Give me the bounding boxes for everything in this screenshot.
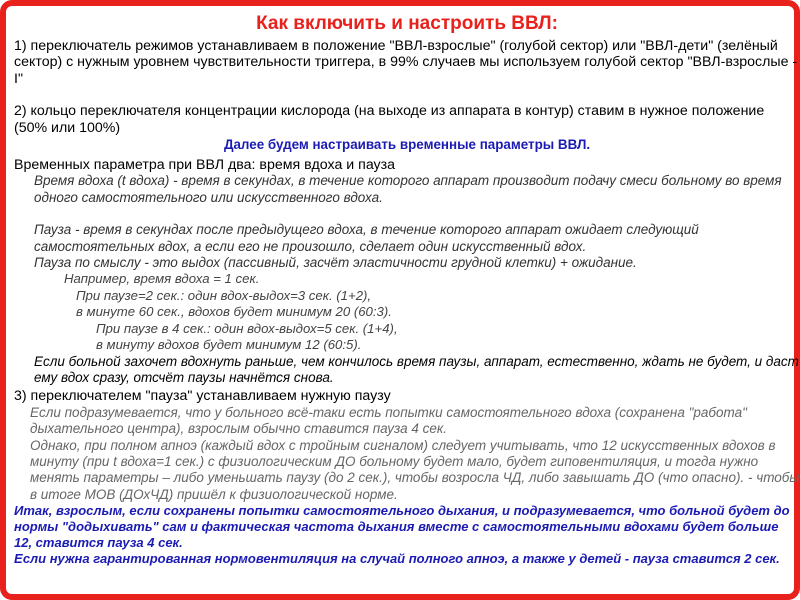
gray-note-spontaneous: Если подразумевается, что у больного всё-таки есть попытки самостоятельного вдоха (сохранена "работа" дыхательного центра), взрослым обычно ставится пауза 4 сек. — [30, 404, 747, 437]
example-line-3: в минуте 60 сек., вдохов будет минимум 20 (60:3). — [76, 304, 392, 320]
slide-title: Как включить и настроить ВВЛ: — [256, 13, 558, 34]
example-line-5: в минуту вдохов будет минимум 12 (60:5). — [96, 337, 362, 353]
step-1-mode-switch: 1) переключатель режимов устанавливаем в положение "ВВЛ-взрослые" (голубой сектор) или "ВВЛ-дети" (зелёный сектор) с нужным уровнем чувствительности триггера, в 99% случаев мы используем голубой сектор "ВВЛ-взрослые - I" — [14, 38, 798, 87]
patient-early-breath-note: Если больной захочет вдохнуть раньше, чем кончилось время паузы, аппарат, естественно, ждать не будет, и даст ему вдох сразу, отсчёт паузы начнётся снова. — [34, 353, 799, 385]
summary-adults: Итак, взрослым, если сохранены попытки самостоятельного дыхания, и подразумевается, что больной будет до нормы "додыхивать" сам и фактическая частота дыхания вместе с самостоятельными вдохами будет больше 12, ставится пауза 4 сек. — [14, 503, 790, 551]
time-params-heading: Временных параметра при ВВЛ два: время вдоха и пауза — [14, 157, 396, 174]
blue-note-time-params: Далее будем настраивать временные параметры ВВЛ. — [223, 137, 591, 153]
example-line-2: При паузе=2 сек.: один вдох-выдох=3 сек. (1+2), — [76, 287, 372, 303]
inhale-time-definition: Время вдоха (t вдоха) - время в секундах, в течение которого аппарат производит подачу смеси больному во время одного самостоятельного или искусственного вдоха. — [34, 173, 782, 205]
pause-definition: Пауза - время в секундах после предыдущего вдоха, в течение которого аппарат ожидает следующий самостоятельных вдох, а если его не произошло, сделает один искусственный вдох. — [34, 222, 699, 254]
example-line-4: При паузе в 4 сек.: один вдох-выдох=5 сек. (1+4), — [96, 320, 398, 336]
step-3-pause-switch: 3) переключателем "пауза" устанавливаем нужную паузу — [14, 388, 391, 405]
gray-note-apnea: Однако, при полном апноэ (каждый вдох с тройным сигналом) следует учитывать, что 12 искусственных вдохов в минуту (при t вдоха=1 сек.) с физиологическим ДО больному будет мало, будет гиповентиляция, и тогда нужно менять параметры – либо уменьшать паузу (до 2 сек.), чтобы возросла ЧД, либо завышать ДО (что опасно). - чтобы в итоге МОВ (ДОхЧД) пришёл к физиологической норме. — [30, 437, 800, 502]
step-2-oxygen-ring: 2) кольцо переключателя концентрации кислорода (на выходе из аппарата в контур) ставим в нужное положение (50% или 100%) — [14, 103, 765, 136]
example-line-1: Например, время вдоха = 1 сек. — [64, 271, 260, 287]
slide-content — [14, 12, 800, 567]
pause-meaning: Пауза по смыслу - это выдох (пассивный, засчёт эластичности грудной клетки) + ожидание. — [34, 255, 637, 271]
summary-apnea-children: Если нужна гарантированная нормовентиляция на случай полного апноэ, а также у детей - пауза ставится 2 сек. — [14, 551, 780, 567]
